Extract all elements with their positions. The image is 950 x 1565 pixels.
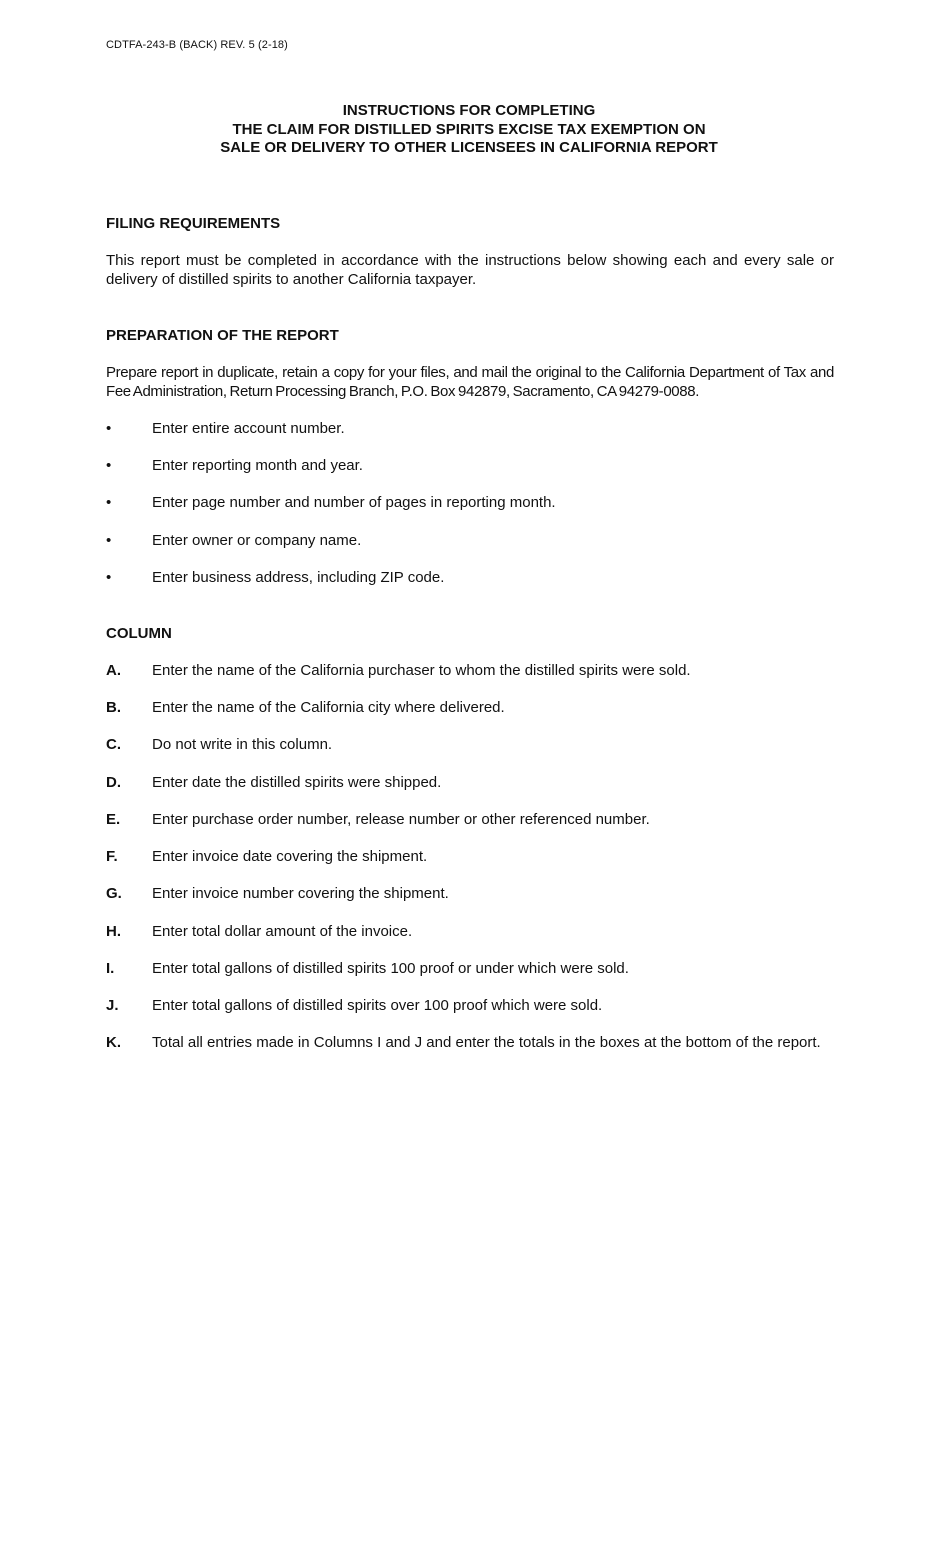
column-item-k [106,1033,834,1052]
form-id: CDTFA-243-B (BACK) REV. 5 (2-18) [106,39,288,51]
column-text: Do not write in this column. [152,736,333,753]
column-letter: F. [106,848,118,865]
filing-requirements-heading: FILING REQUIREMENTS [106,215,281,232]
column-text: Enter total gallons of distilled spirits over 100 proof which were sold. [152,997,603,1014]
column-text: Enter invoice number covering the shipment. [152,885,449,902]
column-letter: K. [106,1034,121,1051]
bullet-item [106,419,834,438]
column-text: Enter invoice date covering the shipment. [152,848,428,865]
bullet-item [106,493,834,512]
bullet-text: Enter reporting month and year. [152,457,363,474]
column-item-c [106,735,834,754]
column-item-i [106,959,834,978]
bullet-text: Enter page number and number of pages in reporting month. [152,494,556,511]
bullet-text: Enter entire account number. [152,420,345,437]
bullet-icon: • [106,532,112,549]
preparation-text: Prepare report in duplicate, retain a copy for your files, and mail the original to the California Department of Tax and Fee Administration, Return Processing Branch, P.O. Box 942879, Sacramento, CA 94279-0088. [106,364,834,400]
column-text: Enter the name of the California purchaser to whom the distilled spirits were sold. [152,662,691,679]
bullet-icon: • [106,420,112,437]
bullet-item [106,531,834,550]
bullet-item [106,568,834,587]
column-letter: J. [106,997,119,1014]
column-letter: C. [106,736,121,753]
column-text: Enter date the distilled spirits were shipped. [152,774,442,791]
title-line-3: SALE OR DELIVERY TO OTHER LICENSEES IN CALIFORNIA REPORT [220,139,718,156]
bullet-text: Enter owner or company name. [152,532,362,549]
column-text: Enter total dollar amount of the invoice. [152,923,413,940]
column-letter: H. [106,923,121,940]
column-text: Enter the name of the California city where delivered. [152,699,505,716]
page-title [106,102,832,158]
column-text: Enter purchase order number, release number or other referenced number. [152,811,650,828]
bullet-text: Enter business address, including ZIP code. [152,569,445,586]
column-letter: G. [106,885,122,902]
filing-requirements-text: This report must be completed in accordance with the instructions below showing each and every sale or delivery of distilled spirits to another California taxpayer. [106,252,834,288]
column-item-a [106,661,834,680]
column-item-g [106,884,834,903]
column-letter: E. [106,811,121,828]
bullet-icon: • [106,457,112,474]
column-heading: COLUMN [106,625,172,642]
bullet-item [106,456,834,475]
column-letter: I. [106,960,115,977]
column-item-b [106,698,834,717]
column-item-d [106,773,834,792]
title-line-1: INSTRUCTIONS FOR COMPLETING [342,102,596,119]
column-text: Enter total gallons of distilled spirits 100 proof or under which were sold. [152,960,629,977]
bullet-icon: • [106,569,112,586]
column-text: Total all entries made in Columns I and J and enter the totals in the boxes at the bottom of the report. [152,1034,821,1051]
column-item-j [106,996,834,1015]
title-line-2: THE CLAIM FOR DISTILLED SPIRITS EXCISE TAX EXEMPTION ON [232,120,706,138]
column-letter: A. [106,662,121,679]
column-item-e [106,810,834,829]
preparation-heading: PREPARATION OF THE REPORT [106,327,339,344]
column-item-f [106,847,834,866]
column-item-h [106,922,834,941]
column-letter: D. [106,774,121,791]
column-letter: B. [106,699,121,716]
bullet-icon: • [106,494,112,511]
